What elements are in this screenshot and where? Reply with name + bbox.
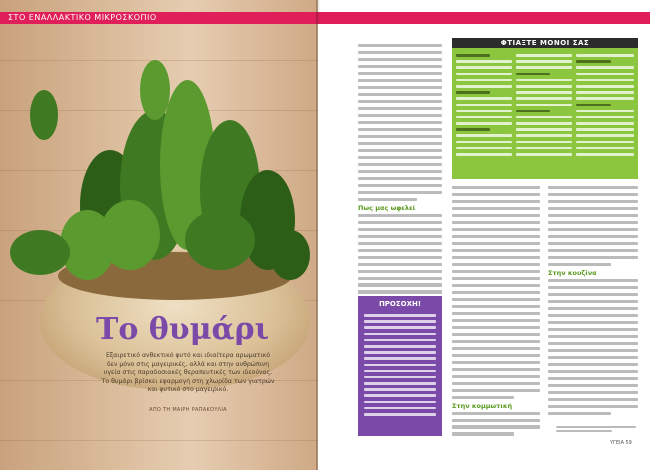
subhead-cosmetics: Στην κομμωτική [452, 401, 513, 410]
photo-page [0, 0, 318, 470]
diy-column-2 [516, 54, 572, 159]
diy-column-1 [456, 54, 512, 159]
warning-box-text [364, 314, 436, 419]
warning-box-title: ΠΡΟΣΟΧΗ! [378, 300, 422, 308]
body-column-2 [452, 186, 540, 439]
article-lead: Εξαιρετικό ανθεκτικό φυτό και ιδιαίτερα αρωματικό δεν μόνο στις μαγειρικές, αλλά και στην ανθρώπινη υγεία στις παραδοσιακές θεραπευτικές των ιδεούνας. Το θυμάρι βρίσκει εφαρμογή στη χλωρίδα των γιατρών και φυτικό στο μαγειρικό. [101, 352, 275, 393]
section-header-label: ΣΤΟ ΕΝΑΛΛΑΚΤΙΚΟ ΜΙΚΡΟΣΚΟΠΙΟ [8, 13, 157, 22]
article-title: Το θυμάρι [96, 312, 270, 347]
subhead-kitchen: Στην κουζίνα [548, 268, 597, 277]
diy-column-3 [576, 54, 634, 159]
body-column-1 [358, 44, 442, 304]
page-number: ΥΓΕΙΑ 59 [610, 440, 632, 446]
wood-grain [0, 440, 318, 441]
subhead-benefits: Πως μας ωφελεί [358, 203, 416, 212]
article-byline: ΑΠΟ ΤΗ ΜΑΙΡΗ ΡΑΠΑΚΟΥΛΙΑ [149, 407, 227, 413]
footnote [556, 426, 636, 434]
body-column-3 [548, 186, 638, 419]
diy-sidebar-title: ΦΤΙΑΞΤΕ ΜΟΝΟΙ ΣΑΣ [452, 38, 638, 48]
